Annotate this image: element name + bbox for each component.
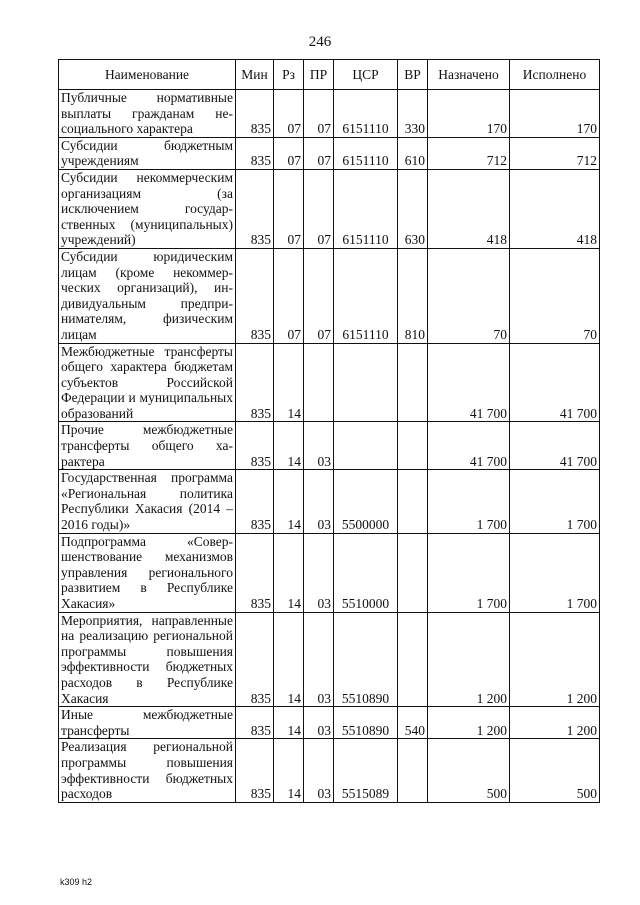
cell-csr: 6151110 xyxy=(334,137,398,169)
cell-rz: 14 xyxy=(274,422,304,470)
cell-min: 835 xyxy=(236,90,274,138)
header-executed: Исполнено xyxy=(510,60,600,90)
table-row xyxy=(59,422,600,470)
cell-executed: 1 700 xyxy=(510,470,600,533)
cell-min: 835 xyxy=(236,612,274,707)
cell-vr xyxy=(398,343,428,422)
cell-min: 835 xyxy=(236,137,274,169)
cell-csr: 5510890 xyxy=(334,707,398,739)
cell-name: Мероприятия, направленные на реализацию региональной программы повышения эффективности бюджетных расходов в Республике Хакасия xyxy=(59,612,236,707)
cell-name: Иные межбюджетные трансферты xyxy=(59,707,236,739)
cell-executed: 1 700 xyxy=(510,533,600,612)
cell-csr: 5515089 xyxy=(334,739,398,802)
cell-pr: 07 xyxy=(304,169,334,248)
cell-rz: 14 xyxy=(274,533,304,612)
cell-min: 835 xyxy=(236,707,274,739)
cell-pr: 03 xyxy=(304,470,334,533)
cell-name: Публичные нормативные выплаты гражданам несоциального характера xyxy=(59,90,236,138)
cell-vr xyxy=(398,533,428,612)
cell-rz: 07 xyxy=(274,169,304,248)
cell-name: Прочие межбюджетные трансферты общего характера xyxy=(59,422,236,470)
cell-assigned: 1 700 xyxy=(428,533,510,612)
table-row xyxy=(59,90,600,138)
cell-executed: 418 xyxy=(510,169,600,248)
cell-executed: 712 xyxy=(510,137,600,169)
cell-min: 835 xyxy=(236,422,274,470)
cell-min: 835 xyxy=(236,739,274,802)
cell-name: Государственная программа «Региональная политика Республики Хакасия (2014 – 2016 годы)» xyxy=(59,470,236,533)
table-row xyxy=(59,707,600,739)
cell-rz: 14 xyxy=(274,470,304,533)
header-pr: ПР xyxy=(304,60,334,90)
cell-csr xyxy=(334,343,398,422)
cell-pr: 03 xyxy=(304,612,334,707)
cell-assigned: 70 xyxy=(428,248,510,343)
header-vr: ВР xyxy=(398,60,428,90)
header-csr: ЦСР xyxy=(334,60,398,90)
cell-rz: 07 xyxy=(274,248,304,343)
cell-vr xyxy=(398,739,428,802)
page-number: 246 xyxy=(308,34,332,50)
cell-csr: 5500000 xyxy=(334,470,398,533)
cell-name: Реализация региональной программы повышения эффективности бюджетных расходов xyxy=(59,739,236,802)
header-assigned: Назначено xyxy=(428,60,510,90)
cell-rz: 14 xyxy=(274,707,304,739)
cell-assigned: 1 200 xyxy=(428,707,510,739)
cell-pr: 03 xyxy=(304,739,334,802)
table-body xyxy=(59,90,600,803)
cell-assigned: 712 xyxy=(428,137,510,169)
cell-executed: 41 700 xyxy=(510,343,600,422)
cell-rz: 14 xyxy=(274,343,304,422)
cell-rz: 07 xyxy=(274,90,304,138)
cell-vr: 540 xyxy=(398,707,428,739)
cell-pr: 03 xyxy=(304,422,334,470)
cell-rz: 14 xyxy=(274,739,304,802)
cell-vr: 610 xyxy=(398,137,428,169)
cell-assigned: 1 700 xyxy=(428,470,510,533)
header-rz: Рз xyxy=(274,60,304,90)
cell-min: 835 xyxy=(236,169,274,248)
cell-assigned: 418 xyxy=(428,169,510,248)
cell-name: Субсидии некоммерческим организациям (за исключением государственных (муниципальных) учреждений) xyxy=(59,169,236,248)
header-min: Мин xyxy=(236,60,274,90)
header-name: Наименование xyxy=(59,60,236,90)
cell-vr xyxy=(398,612,428,707)
cell-assigned: 1 200 xyxy=(428,612,510,707)
cell-assigned: 41 700 xyxy=(428,343,510,422)
cell-pr: 07 xyxy=(304,90,334,138)
cell-assigned: 170 xyxy=(428,90,510,138)
cell-executed: 500 xyxy=(510,739,600,802)
cell-assigned: 500 xyxy=(428,739,510,802)
cell-executed: 1 200 xyxy=(510,707,600,739)
cell-vr: 630 xyxy=(398,169,428,248)
cell-name: Субсидии бюджетным учреждениям xyxy=(59,137,236,169)
table-row xyxy=(59,612,600,707)
table-row xyxy=(59,248,600,343)
cell-csr: 6151110 xyxy=(334,248,398,343)
cell-min: 835 xyxy=(236,470,274,533)
cell-csr xyxy=(334,422,398,470)
cell-name: Субсидии юридическим лицам (кроме некоммерческих организаций), индивидуальным предпринимателям, физическим лицам xyxy=(59,248,236,343)
cell-csr: 5510000 xyxy=(334,533,398,612)
cell-vr xyxy=(398,470,428,533)
cell-rz: 07 xyxy=(274,137,304,169)
cell-vr: 330 xyxy=(398,90,428,138)
table-row xyxy=(59,739,600,802)
cell-name: Межбюджетные трансферты общего характера бюджетам субъектов Российской Федерации и муниципальных образований xyxy=(59,343,236,422)
cell-min: 835 xyxy=(236,343,274,422)
footer-code: k309 h2 xyxy=(60,877,93,887)
cell-csr: 6151110 xyxy=(334,169,398,248)
cell-executed: 1 200 xyxy=(510,612,600,707)
table-row xyxy=(59,470,600,533)
cell-pr xyxy=(304,343,334,422)
cell-vr: 810 xyxy=(398,248,428,343)
budget-table xyxy=(58,59,600,803)
table-row xyxy=(59,137,600,169)
cell-min: 835 xyxy=(236,533,274,612)
cell-executed: 41 700 xyxy=(510,422,600,470)
cell-rz: 14 xyxy=(274,612,304,707)
cell-csr: 6151110 xyxy=(334,90,398,138)
cell-vr xyxy=(398,422,428,470)
cell-pr: 07 xyxy=(304,248,334,343)
cell-pr: 03 xyxy=(304,707,334,739)
cell-pr: 07 xyxy=(304,137,334,169)
table-row xyxy=(59,533,600,612)
cell-name: Подпрограмма «Совершенствование механизмов управления регионального развитием в Республике Хакасия» xyxy=(59,533,236,612)
table-header-row xyxy=(59,60,600,90)
cell-assigned: 41 700 xyxy=(428,422,510,470)
table-row xyxy=(59,343,600,422)
cell-pr: 03 xyxy=(304,533,334,612)
cell-min: 835 xyxy=(236,248,274,343)
table-row xyxy=(59,169,600,248)
cell-executed: 70 xyxy=(510,248,600,343)
cell-executed: 170 xyxy=(510,90,600,138)
cell-csr: 5510890 xyxy=(334,612,398,707)
